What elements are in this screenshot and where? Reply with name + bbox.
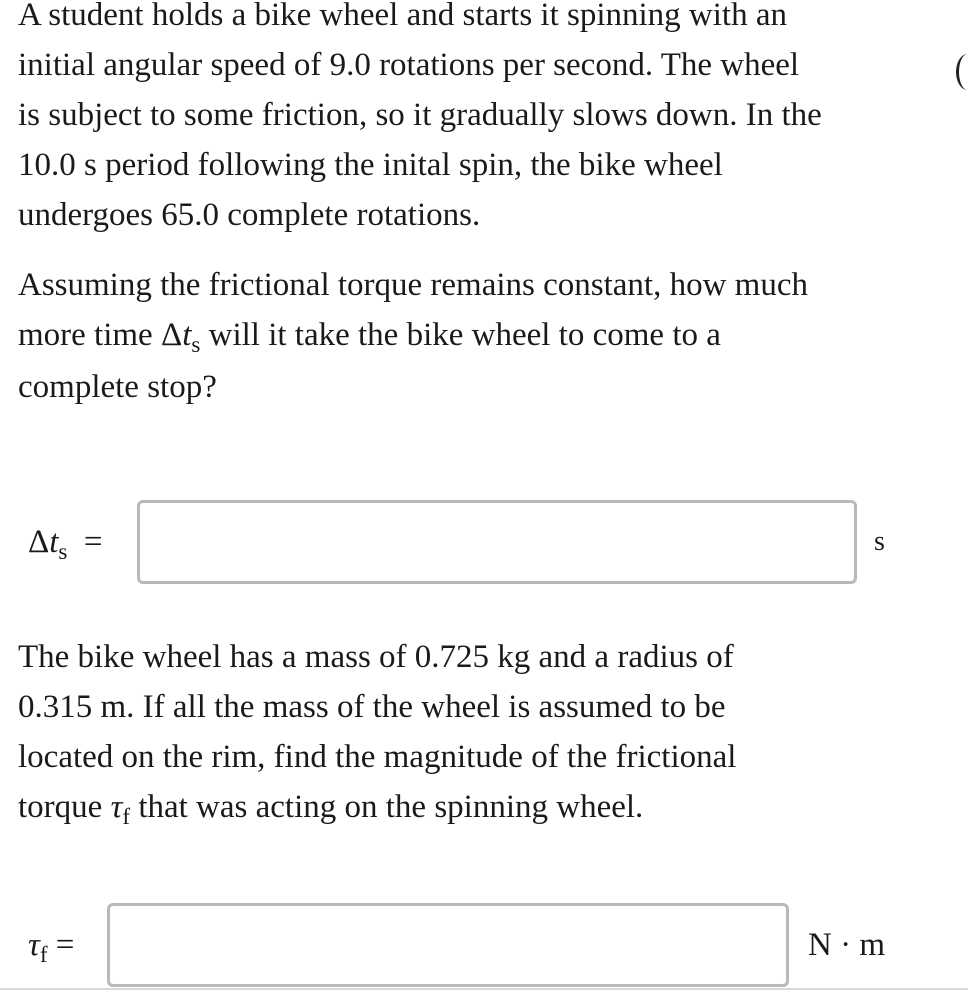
intro-line: initial angular speed of 9.0 rotations per second. The wheel (18, 47, 800, 83)
question-line: Assuming the frictional torque remains constant, how much (18, 267, 809, 303)
torque-input[interactable] (107, 903, 789, 987)
question-torque (18, 632, 918, 834)
question-line: more time $\Delta t_s$ will it take the bike wheel to come to a (18, 317, 721, 357)
stop-time-unit: s (874, 526, 885, 557)
question-line: The bike wheel has a mass of 0.725 kg and a radius of (18, 639, 734, 675)
question-stop-time (18, 260, 918, 412)
torque-unit: N · m (808, 927, 885, 963)
problem-intro (18, 0, 918, 240)
delta-t-s-label: $\Delta t_s$ = (28, 524, 103, 564)
question-line: complete stop? (18, 369, 217, 405)
answer-row-stop-time (0, 500, 968, 584)
intro-line: A student holds a bike wheel and starts it spinning with an (18, 0, 787, 33)
question-line: torque $\tau_f$ that was acting on the spinning wheel. (18, 789, 644, 829)
intro-line: is subject to some friction, so it gradually slows down. In the (18, 97, 822, 133)
intro-line: undergoes 65.0 complete rotations. (18, 197, 481, 233)
question-line: 0.315 m. If all the mass of the wheel is assumed to be (18, 689, 726, 725)
delta-t-s-symbol: $\Delta t_s$ (160, 317, 201, 357)
answer-row-torque (0, 903, 968, 987)
tau-f-symbol: $\tau_f$ (110, 789, 131, 829)
tau-f-label: $\tau_f$ = (28, 927, 75, 967)
intro-line: 10.0 s period following the inital spin, the bike wheel (18, 147, 723, 183)
stop-time-input[interactable] (137, 500, 857, 584)
edge-bracket-icon (956, 54, 968, 90)
question-line: located on the rim, find the magnitude of the frictional (18, 739, 737, 775)
